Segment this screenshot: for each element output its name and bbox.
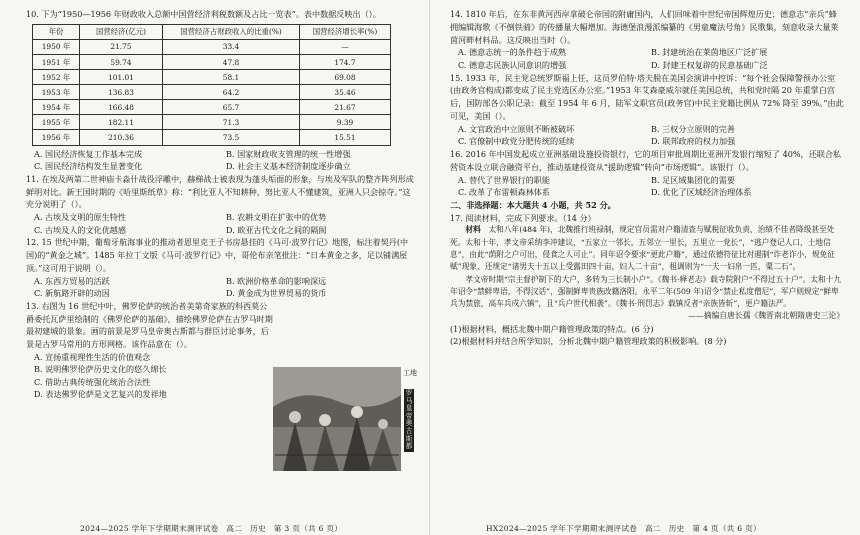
question-11-stem: 11. 在埃及两第二世神庙卡淼什战役浮雕中，赫梯战士被表现为蓬头垢面的形象，与埃及军队的整齐阵列形成鲜明对比。新王国时期的《哈里斯纸草》称：“利比亚人不知耕种，努比亚人不懂建筑，亚洲人只会掠夺。”这充分说明了（）。 bbox=[26, 173, 414, 210]
question-10-stem: 10. 下为“1950—1956 年财政收入总额中国营经济利税数额及占比一览表”。表中数据反映出（）。 bbox=[26, 9, 381, 19]
question-13-stem: 13. 右图为 16 世纪中叶，佛罗伦萨的统治者美第奇家族的科西莫公爵委托瓦萨里绘制的《佛罗伦萨的基础》，描绘佛罗伦萨在古罗马时期最初建城的景象。画的前景是罗马皇帝奥古斯都与群臣讨论事务，后景是古罗马常用的方形网格。该作品意在（）。 bbox=[26, 300, 273, 350]
option-d: D. 表达佛罗伦萨是文艺复兴的发祥地 bbox=[34, 389, 167, 400]
option-c: C. 官僚制中政党分肥传统的延续 bbox=[458, 136, 575, 147]
table-cell: 1952 年 bbox=[33, 70, 80, 85]
option-c: C. 借助古典传统强化统治合法性 bbox=[34, 376, 151, 387]
question-15-options bbox=[458, 123, 844, 148]
option-b: B. 说明佛罗伦萨历史文化的悠久绵长 bbox=[34, 364, 167, 375]
page-4 bbox=[430, 0, 860, 535]
material-paragraph-1 bbox=[450, 224, 844, 273]
table-row bbox=[33, 130, 391, 145]
question-15-stem: 15. 1933 年，民主党总统罗斯福上任，这员罗伯特·塔夫脱在美国会演讲中控诉：“每个社会保障警预办公室(由政务官构成)都变成了民主党选区办公室。”1953 年艾森豪威尔就任美国总统，共和党时隔 20 年重掌白宫后，国防部各公职记录：截至 1954 年 6 月，陆军文职官员(政务官)中民主党籍比例从 72% 降至 39%。”由此可见，美国（）。 bbox=[450, 72, 844, 121]
table-cell: 21.75 bbox=[80, 39, 163, 54]
option-a: A. 国民经济恢复工作基本完成 bbox=[34, 148, 143, 159]
question-12-stem: 12. 15 世纪中期，葡萄牙航海事业的推动者恩里克王子书房悬挂的《马可·波罗行记》地图，标注着契丹(中国)的“黄金之城”。1485 年拉丁文版《马可·波罗行记》中，哥伦布亲笔批注：“日本黄金之多，足以铺满屋顶。”这可用于说明（）。 bbox=[26, 237, 409, 273]
material-paragraph-2: 孝文帝时期“宗主督护制下的大户，多转为三长制小户”。《魏书·释老志》载寺院附户“不得过五十户”。太和十九年诏令“禁鲜卑语，不得汉话”，强制鲜卑贵族改籍洛阳。永平二年(509 年)诏令“禁止私度僧尼”，军户则规定“鲜卑兵为禁旅，高车兵戍六镇”，且“兵户世代相袭”。《魏书·刑罚志》载镇反者“亲族皆斩”，更户籍法严。 bbox=[450, 274, 842, 309]
option-b: B. 封建统治在莱茵地区广泛扩展 bbox=[651, 47, 768, 58]
table-row bbox=[33, 115, 391, 130]
table-row bbox=[33, 85, 391, 100]
option-a: A. 古埃及文明的原生特性 bbox=[34, 212, 126, 223]
table-cell: 1955 年 bbox=[33, 115, 80, 130]
option-a: A. 文官政治中立原则不断被破坏 bbox=[458, 123, 575, 134]
option-c: C. 新航路开辟的动因 bbox=[34, 288, 110, 299]
table-cell: 1951 年 bbox=[33, 54, 80, 69]
option-c: C. 德意志民族认同意识的增强 bbox=[458, 59, 567, 70]
table-cell: 174.7 bbox=[300, 54, 391, 69]
option-d: D. 黄金成为世界贸易的货币 bbox=[226, 288, 327, 299]
table-cell: 71.3 bbox=[163, 115, 300, 130]
table-cell: 1956 年 bbox=[33, 130, 80, 145]
option-d: D. 优化了区域经济治理体系 bbox=[651, 187, 752, 198]
table-cell: 182.11 bbox=[80, 115, 163, 130]
table-cell: 210.36 bbox=[80, 130, 163, 145]
option-c: C. 古埃及人的文化优越感 bbox=[34, 224, 126, 235]
image-caption: 罗马皇帝奥古斯都 bbox=[405, 389, 413, 451]
table-cell: 47.8 bbox=[163, 54, 300, 69]
table-header-cell: 国营经济(亿元) bbox=[80, 24, 163, 39]
table-header-cell: 国营经济占财政收入的比重(%) bbox=[163, 24, 300, 39]
table-cell: 69.08 bbox=[300, 70, 391, 85]
table-row bbox=[33, 100, 391, 115]
table-cell: 1953 年 bbox=[33, 85, 80, 100]
painting-illustration bbox=[273, 367, 419, 471]
painting-image bbox=[273, 367, 419, 471]
table-cell: 65.7 bbox=[163, 100, 300, 115]
option-d: D. 封建王权复辟的民意基础广泛 bbox=[651, 59, 768, 70]
table-cell: 33.4 bbox=[163, 39, 300, 54]
table-cell: 35.46 bbox=[300, 85, 391, 100]
option-c: C. 改革了布雷顿森林体系 bbox=[458, 187, 550, 198]
image-tag: 工地 bbox=[403, 369, 417, 377]
question-17-part-1: (1)根据材料，概括北魏中期户籍管理政策的特点。(6 分) bbox=[450, 323, 654, 334]
option-b: B. 欧洲价格革命的影响深远 bbox=[226, 275, 327, 286]
question-12-options bbox=[34, 275, 418, 300]
table-cell: 15.51 bbox=[300, 130, 391, 145]
table-cell: 136.83 bbox=[80, 85, 163, 100]
option-a: A. 东西方贸易的活跃 bbox=[34, 275, 110, 286]
table-cell: 64.2 bbox=[163, 85, 300, 100]
table-body bbox=[33, 39, 391, 145]
option-a: A. 宣扬重视理性生活的价值观念 bbox=[34, 352, 151, 363]
table-cell: — bbox=[300, 39, 391, 54]
material-source: ——摘编自唐长孺《魏晋南北朝隋唐史三论》 bbox=[688, 311, 844, 321]
table-cell: 1954 年 bbox=[33, 100, 80, 115]
table-row bbox=[33, 39, 391, 54]
option-c: C. 国民经济结构发生显著变化 bbox=[34, 161, 143, 172]
question-17-part-2: (2)根据材料并结合所学知识，分析北魏中期户籍管理政策的积极影响。(8 分) bbox=[450, 336, 727, 347]
option-b: B. 国家财政收支管理的统一性增强 bbox=[226, 148, 351, 159]
section-2-heading: 二、非选择题：本大题共 4 小题，共 52 分。 bbox=[450, 199, 616, 210]
option-b: B. 农耕文明在扩张中的优势 bbox=[226, 212, 327, 223]
table-cell: 1950 年 bbox=[33, 39, 80, 54]
table-cell: 73.5 bbox=[163, 130, 300, 145]
table-cell: 101.01 bbox=[80, 70, 163, 85]
option-b: B. 三权分立原则的完善 bbox=[651, 123, 735, 134]
table-header-row bbox=[33, 24, 391, 39]
table-row bbox=[33, 54, 391, 69]
footer-page-4: HX2024—2025 学年下学期期末测评试卷 高二 历史 第 4 页（共 6 页） bbox=[486, 524, 761, 533]
table-cell: 166.48 bbox=[80, 100, 163, 115]
option-d: D. 欧亚古代文化之间的隔阂 bbox=[226, 224, 327, 235]
option-d: D. 社会主义基本经济制度逐步确立 bbox=[226, 161, 351, 172]
material-text-1: 太和八年(484 年)，北魏推行班禄制，规定官员需对户籍清查与赋税征收负责，治绩不佳者降级甚至处死。太和十年，孝文帝采纳李冲建议，“五家立一邻长，五邻立一里长，五里立一党长”，“逃户登记人口，土地信息”，由此“荫附之户可出，侵食之人可止”。同年诏令要求“更此户籍”，通过依德符征比对遏制“诈老诈小，规免征赋”现象，还规定“诸男夫十五以上受露田四十亩，妇人二十亩”，租调则为“一夫一妇帛一匹，粟二石”。 bbox=[450, 225, 835, 272]
table-cell: 58.1 bbox=[163, 70, 300, 85]
table-header-cell: 年份 bbox=[33, 24, 80, 39]
option-d: D. 联邦政府的权力加强 bbox=[651, 136, 736, 147]
footer-page-3: 2024—2025 学年下学期期末测评试卷 高二 历史 第 3 页（共 6 页） bbox=[80, 524, 343, 533]
table-header-cell: 国营经济增长率(%) bbox=[300, 24, 391, 39]
material-label: 材料 bbox=[465, 225, 481, 235]
option-a: A. 德意志统一的条件趋于成熟 bbox=[458, 47, 567, 58]
table-cell: 21.67 bbox=[300, 100, 391, 115]
question-17-stem: 17. 阅读材料，完成下列要求。（14 分） bbox=[450, 212, 596, 223]
question-10-options bbox=[34, 148, 418, 173]
question-13-options bbox=[34, 351, 282, 401]
table-cell: 59.74 bbox=[80, 54, 163, 69]
question-14-options bbox=[458, 46, 844, 71]
question-16-options bbox=[458, 174, 844, 199]
question-11-options bbox=[34, 211, 418, 236]
question-16-stem: 16. 2016 年中国发起成立亚洲基础设施投资银行，它的项目审批周期比亚洲开发银行缩短了 40%，还联合私营资本设立联合融资平台，推动基建投资从“援助逻辑”转向“市场逻辑”。该银行（）。 bbox=[450, 148, 842, 172]
q10-data-table bbox=[32, 24, 391, 146]
option-a: A. 替代了世界银行的职能 bbox=[458, 174, 550, 185]
option-b: B. 足区域集团化的需要 bbox=[651, 174, 735, 185]
table-cell: 9.39 bbox=[300, 115, 391, 130]
question-14-stem: 14. 1810 年后，在东非黄河西岸拿破仑帝国的附庸国内，人们回味着中世纪帝国辉煌历史；德意志“亲兵”蜂拥编辑海歌《不倒铁骑》的传播量大幅增加。海德堡浪漫派编纂的《男童魔法号角》民歌集，刻意收录大量莱茵河畔材料品。这反映出当时（）。 bbox=[450, 9, 839, 45]
table-row bbox=[33, 70, 391, 85]
